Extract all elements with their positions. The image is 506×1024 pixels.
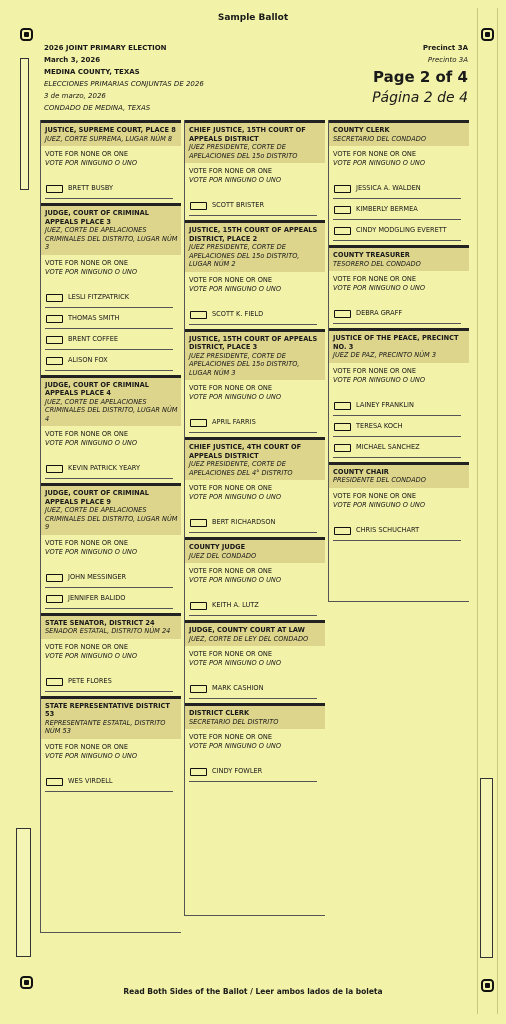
candidate-row[interactable] — [45, 350, 173, 371]
contest-title: JUDGE, COUNTY COURT AT LAW — [189, 626, 305, 634]
vote-instruction — [329, 488, 469, 510]
timing-bar — [20, 58, 29, 190]
contest-header — [329, 465, 469, 488]
contest-title: JUSTICE OF THE PEACE, PRECINCT NO. 3 — [333, 334, 459, 351]
vote-oval[interactable] — [190, 519, 207, 527]
candidate-row[interactable] — [45, 287, 173, 308]
contest — [185, 120, 325, 220]
contest — [329, 328, 469, 462]
contest-title-es: JUEZ, CORTE DE APELACIONES CRIMINALES DEL DISTRITO, LUGAR NÚM 3 — [45, 226, 178, 251]
contest — [185, 703, 325, 786]
candidate-name: LESLI FITZPATRICK — [68, 292, 130, 301]
candidate-name: PETE FLORES — [68, 676, 112, 685]
contest-title: CHIEF JUSTICE, 15TH COURT OF APPEALS DISTRICT — [189, 126, 306, 143]
candidate-name: BERT RICHARDSON — [212, 518, 276, 526]
election-date: March 3, 2026 — [44, 56, 101, 64]
vote-instruction-es: VOTE POR NINGUNO O UNO — [333, 284, 426, 292]
candidate-name: KEITH A. LUTZ — [212, 601, 259, 609]
election-name-es: ELECCIONES PRIMARIAS CONJUNTAS DE 2026 — [44, 80, 204, 88]
contest-title-es: JUEZ, CORTE DE LEY DEL CONDADO — [189, 634, 309, 643]
candidate-name: BRETT BUSBY — [68, 184, 114, 192]
vote-instruction-es: VOTE POR NINGUNO O UNO — [189, 176, 282, 184]
vote-instruction-es: VOTE POR NINGUNO O UNO — [333, 375, 426, 384]
contest-header — [41, 486, 181, 535]
candidate-row[interactable] — [333, 520, 461, 541]
vote-oval[interactable] — [46, 357, 63, 365]
vote-instruction-en: VOTE FOR NONE OR ONE — [45, 258, 129, 267]
contest-title: JUSTICE, 15TH COURT OF APPEALS DISTRICT, PLACE 3 — [189, 334, 318, 351]
vote-instruction-en: VOTE FOR NONE OR ONE — [189, 167, 273, 175]
contest-title: COUNTY JUDGE — [189, 543, 246, 551]
candidate-row[interactable] — [333, 220, 461, 241]
contest-spacer — [329, 541, 469, 545]
candidate-row[interactable] — [45, 671, 173, 692]
contest — [41, 375, 181, 484]
page-number: Page 2 of 4 — [373, 68, 468, 86]
contest — [185, 220, 325, 329]
candidate-name: LAINEY FRANKLIN — [356, 400, 414, 409]
contest-title-es: JUEZ DE PAZ, PRECINTO NÚM 3 — [333, 351, 437, 359]
contest-title-es: REPRESENTANTE ESTATAL, DISTRITO NÚM 53 — [45, 718, 166, 735]
candidate-name: KIMBERLY BERMEA — [356, 205, 418, 213]
vote-instruction-en: VOTE FOR NONE OR ONE — [333, 150, 417, 158]
contest — [41, 120, 181, 203]
candidate-name: WES VIRDELL — [68, 776, 113, 785]
contest-title: CHIEF JUSTICE, 4TH COURT OF APPEALS DISTRICT — [189, 443, 302, 460]
vote-instruction-en: VOTE FOR NONE OR ONE — [189, 733, 273, 741]
contest-spacer — [185, 782, 325, 786]
candidate-row[interactable] — [189, 412, 317, 433]
vote-oval[interactable] — [46, 294, 63, 302]
ballot-edge-line — [477, 8, 478, 1014]
vote-instruction-es: VOTE POR NINGUNO O UNO — [189, 284, 282, 293]
page-number-es: Página 2 de 4 — [372, 90, 468, 106]
registration-mark-icon — [481, 28, 494, 41]
contest — [41, 203, 181, 375]
vote-instruction-en: VOTE FOR NONE OR ONE — [189, 384, 273, 392]
vote-oval[interactable] — [46, 185, 63, 193]
vote-instruction-es: VOTE POR NINGUNO O UNO — [189, 393, 282, 401]
ballot-column-2 — [184, 120, 325, 916]
vote-oval[interactable] — [190, 768, 207, 776]
candidate-row[interactable] — [333, 416, 461, 437]
contest — [41, 483, 181, 613]
contest-header — [329, 123, 469, 146]
contest-header — [41, 206, 181, 255]
contest-title-es: JUEZ, CORTE DE APELACIONES CRIMINALES DEL DISTRITO, LUGAR NÚM 9 — [45, 506, 178, 531]
candidate-row[interactable] — [333, 437, 461, 458]
contest-title: STATE REPRESENTATIVE DISTRICT 53 — [45, 701, 170, 718]
registration-mark-icon — [20, 28, 33, 41]
candidate-name: APRIL FARRIS — [212, 418, 256, 426]
candidate-name: CINDY FOWLER — [212, 767, 263, 775]
contest — [329, 462, 469, 545]
contest — [41, 613, 181, 696]
contest-header — [185, 623, 325, 646]
candidate-row[interactable] — [189, 512, 317, 533]
candidate-name: SCOTT K. FIELD — [212, 309, 264, 318]
vote-instruction-es: VOTE POR NINGUNO O UNO — [45, 547, 138, 556]
county-name-es: CONDADO DE MEDINA, TEXAS — [44, 104, 151, 112]
vote-instruction-es: VOTE POR NINGUNO O UNO — [45, 267, 138, 276]
contest-title-es: JUEZ PRESIDENTE, CORTE DE APELACIONES DEL 15o DISTRITO — [189, 143, 298, 160]
election-header — [44, 42, 204, 114]
contest — [329, 120, 469, 245]
vote-instruction — [185, 646, 325, 668]
vote-instruction-es: VOTE POR NINGUNO O UNO — [189, 659, 282, 667]
contest-title-es: JUEZ PRESIDENTE, CORTE DE APELACIONES DEL 15o DISTRITO, LUGAR NÚM 2 — [189, 243, 300, 268]
contest — [185, 537, 325, 620]
candidate-row[interactable] — [189, 304, 317, 325]
vote-instruction-en: VOTE FOR NONE OR ONE — [189, 275, 273, 284]
candidate-name: JENNIFER BALIDO — [68, 593, 126, 602]
timing-bar — [480, 778, 493, 958]
candidate-row[interactable] — [189, 195, 317, 216]
contest-title: JUSTICE, SUPREME COURT, PLACE 8 — [45, 126, 176, 134]
vote-instruction-en: VOTE FOR NONE OR ONE — [45, 642, 129, 651]
vote-oval[interactable] — [46, 678, 63, 686]
vote-instruction — [185, 729, 325, 751]
contest-title-es: JUEZ, CORTE SUPREMA, LUGAR NÚM 8 — [45, 134, 173, 143]
vote-oval[interactable] — [334, 402, 351, 410]
vote-oval[interactable] — [334, 527, 351, 535]
candidate-name: JOHN MESSINGER — [68, 572, 127, 581]
vote-oval[interactable] — [190, 602, 207, 610]
contest-header — [41, 123, 181, 146]
contest — [185, 620, 325, 703]
contest-title: JUSTICE, 15TH COURT OF APPEALS DISTRICT, PLACE 2 — [189, 226, 318, 243]
candidate-row[interactable] — [45, 588, 173, 609]
vote-instruction — [185, 272, 325, 294]
candidate-row[interactable] — [45, 308, 173, 329]
vote-instruction — [329, 363, 469, 385]
contest-title: STATE SENATOR, DISTRICT 24 — [45, 618, 155, 627]
contest-header — [41, 616, 181, 639]
vote-instruction — [185, 380, 325, 402]
vote-oval[interactable] — [46, 595, 63, 603]
vote-instruction-en: VOTE FOR NONE OR ONE — [45, 150, 129, 158]
vote-instruction — [41, 639, 181, 661]
vote-oval[interactable] — [334, 185, 351, 193]
candidate-row[interactable] — [333, 199, 461, 220]
contest-title-es: JUEZ DEL CONDADO — [189, 551, 257, 560]
vote-instruction — [41, 535, 181, 557]
vote-oval[interactable] — [46, 336, 63, 344]
candidate-row[interactable] — [333, 303, 461, 324]
vote-oval[interactable] — [334, 444, 351, 452]
precinct-header — [372, 42, 468, 109]
contest-title-es: SECRETARIO DEL CONDADO — [333, 134, 427, 143]
contest-title: JUDGE, COURT OF CRIMINAL APPEALS PLACE 4 — [45, 380, 149, 397]
vote-instruction — [329, 146, 469, 168]
contest — [185, 329, 325, 438]
contest-header — [41, 699, 181, 739]
contest-title: COUNTY TREASURER — [333, 251, 410, 259]
contest-title-es: SECRETARIO DEL DISTRITO — [189, 717, 279, 726]
vote-instruction — [185, 480, 325, 502]
candidate-name: TERESA KOCH — [356, 421, 403, 430]
vote-instruction-en: VOTE FOR NONE OR ONE — [45, 430, 129, 438]
vote-instruction — [41, 426, 181, 448]
vote-instruction-en: VOTE FOR NONE OR ONE — [189, 567, 273, 575]
vote-oval[interactable] — [46, 465, 63, 473]
contest-header — [185, 540, 325, 563]
ballot-footer: Read Both Sides of the Ballot / Leer ambos lados de la boleta — [123, 987, 383, 996]
candidate-row[interactable] — [189, 761, 317, 782]
contest-header — [41, 378, 181, 427]
contest-header — [185, 332, 325, 381]
vote-oval[interactable] — [46, 574, 63, 582]
candidate-row[interactable] — [45, 329, 173, 350]
timing-bar — [16, 828, 31, 957]
vote-oval[interactable] — [46, 315, 63, 323]
vote-oval[interactable] — [190, 311, 207, 319]
contest-title: JUDGE, COURT OF CRIMINAL APPEALS PLACE 9 — [45, 489, 149, 506]
vote-instruction-es: VOTE POR NINGUNO O UNO — [189, 742, 282, 750]
vote-instruction-es: VOTE POR NINGUNO O UNO — [45, 439, 138, 447]
candidate-row[interactable] — [45, 567, 173, 588]
vote-instruction-en: VOTE FOR NONE OR ONE — [45, 538, 129, 547]
contest-title: JUDGE, COURT OF CRIMINAL APPEALS PLACE 3 — [45, 209, 149, 226]
vote-instruction-es: VOTE POR NINGUNO O UNO — [333, 159, 426, 167]
vote-instruction-en: VOTE FOR NONE OR ONE — [189, 650, 273, 658]
precinct-label: Precinct 3A — [422, 44, 468, 52]
vote-instruction-es: VOTE POR NINGUNO O UNO — [189, 493, 282, 501]
contest-title-es: JUEZ, CORTE DE APELACIONES CRIMINALES DEL DISTRITO, LUGAR NÚM 4 — [45, 397, 178, 423]
contest-header — [185, 223, 325, 272]
candidate-name: ALISON FOX — [68, 355, 108, 364]
vote-instruction — [41, 739, 181, 761]
contest-title: COUNTY CLERK — [333, 126, 390, 134]
candidate-row[interactable] — [45, 771, 173, 792]
candidate-row[interactable] — [333, 395, 461, 416]
vote-oval[interactable] — [190, 202, 207, 210]
vote-oval[interactable] — [190, 685, 207, 693]
vote-instruction — [185, 163, 325, 185]
vote-instruction-en: VOTE FOR NONE OR ONE — [333, 366, 417, 375]
contest-title: COUNTY CHAIR — [333, 467, 389, 476]
candidate-row[interactable] — [45, 458, 173, 479]
contest-title-es: PRESIDENTE DEL CONDADO — [333, 476, 426, 484]
candidate-name: BRENT COFFEE — [68, 334, 119, 343]
precinct-label-es: Precinto 3A — [427, 56, 468, 64]
contest-header — [329, 331, 469, 363]
candidate-name: CINDY MODGLING EVERETT — [356, 226, 447, 234]
contest-header — [185, 440, 325, 480]
contest — [329, 245, 469, 328]
election-name: 2026 JOINT PRIMARY ELECTION — [44, 44, 167, 52]
contest-spacer — [41, 792, 181, 796]
candidate-name: MICHAEL SANCHEZ — [356, 442, 420, 451]
vote-instruction — [41, 255, 181, 277]
vote-oval[interactable] — [190, 419, 207, 427]
candidate-name: JESSICA A. WALDEN — [356, 184, 421, 192]
vote-instruction-en: VOTE FOR NONE OR ONE — [189, 484, 273, 492]
vote-oval[interactable] — [334, 310, 351, 318]
vote-instruction-es: VOTE POR NINGUNO O UNO — [189, 576, 282, 584]
contest — [185, 437, 325, 537]
candidate-row[interactable] — [333, 178, 461, 199]
contest-title-es: TESORERO DEL CONDADO — [333, 259, 421, 268]
candidate-name: DEBRA GRAFF — [356, 309, 403, 317]
contest — [41, 696, 181, 796]
vote-instruction-en: VOTE FOR NONE OR ONE — [45, 742, 129, 751]
contest-header — [185, 706, 325, 729]
candidate-row[interactable] — [189, 595, 317, 616]
contest-header — [329, 248, 469, 271]
candidate-name: THOMAS SMITH — [68, 313, 120, 322]
contest-title-es: JUEZ PRESIDENTE, CORTE DE APELACIONES DEL 4° DISTRITO — [189, 460, 293, 477]
vote-instruction-en: VOTE FOR NONE OR ONE — [333, 491, 417, 500]
vote-instruction-es: VOTE POR NINGUNO O UNO — [45, 751, 138, 760]
candidate-row[interactable] — [189, 678, 317, 699]
vote-oval[interactable] — [334, 227, 351, 235]
ballot-title: Sample Ballot — [217, 13, 289, 23]
ballot-column-3 — [328, 120, 469, 602]
candidate-name: KEVIN PATRICK YEARY — [68, 464, 140, 472]
contest-title-es: JUEZ PRESIDENTE, CORTE DE APELACIONES DEL 15o DISTRITO, LUGAR NÚM 3 — [189, 351, 300, 377]
county-name: MEDINA COUNTY, TEXAS — [44, 68, 140, 76]
vote-instruction — [329, 271, 469, 293]
contest-header — [185, 123, 325, 163]
vote-instruction-es: VOTE POR NINGUNO O UNO — [45, 651, 138, 660]
contest-title-es: SENADOR ESTATAL, DISTRITO NÚM 24 — [45, 627, 171, 635]
contest-title: DISTRICT CLERK — [189, 709, 250, 717]
candidate-row[interactable] — [45, 178, 173, 199]
vote-oval[interactable] — [334, 206, 351, 214]
ballot-column-1 — [40, 120, 181, 933]
vote-instruction-en: VOTE FOR NONE OR ONE — [333, 275, 417, 283]
vote-oval[interactable] — [46, 778, 63, 786]
ballot-edge-line — [497, 8, 498, 1014]
candidate-name: MARK CASHION — [212, 684, 264, 692]
vote-instruction — [185, 563, 325, 585]
vote-instruction-es: VOTE POR NINGUNO O UNO — [333, 500, 426, 509]
vote-instruction-es: VOTE POR NINGUNO O UNO — [45, 159, 138, 167]
vote-oval[interactable] — [334, 423, 351, 431]
election-date-es: 3 de marzo, 2026 — [44, 92, 106, 100]
candidate-name: CHRIS SCHUCHART — [356, 525, 420, 534]
vote-instruction — [41, 146, 181, 168]
candidate-name: SCOTT BRISTER — [212, 201, 265, 209]
